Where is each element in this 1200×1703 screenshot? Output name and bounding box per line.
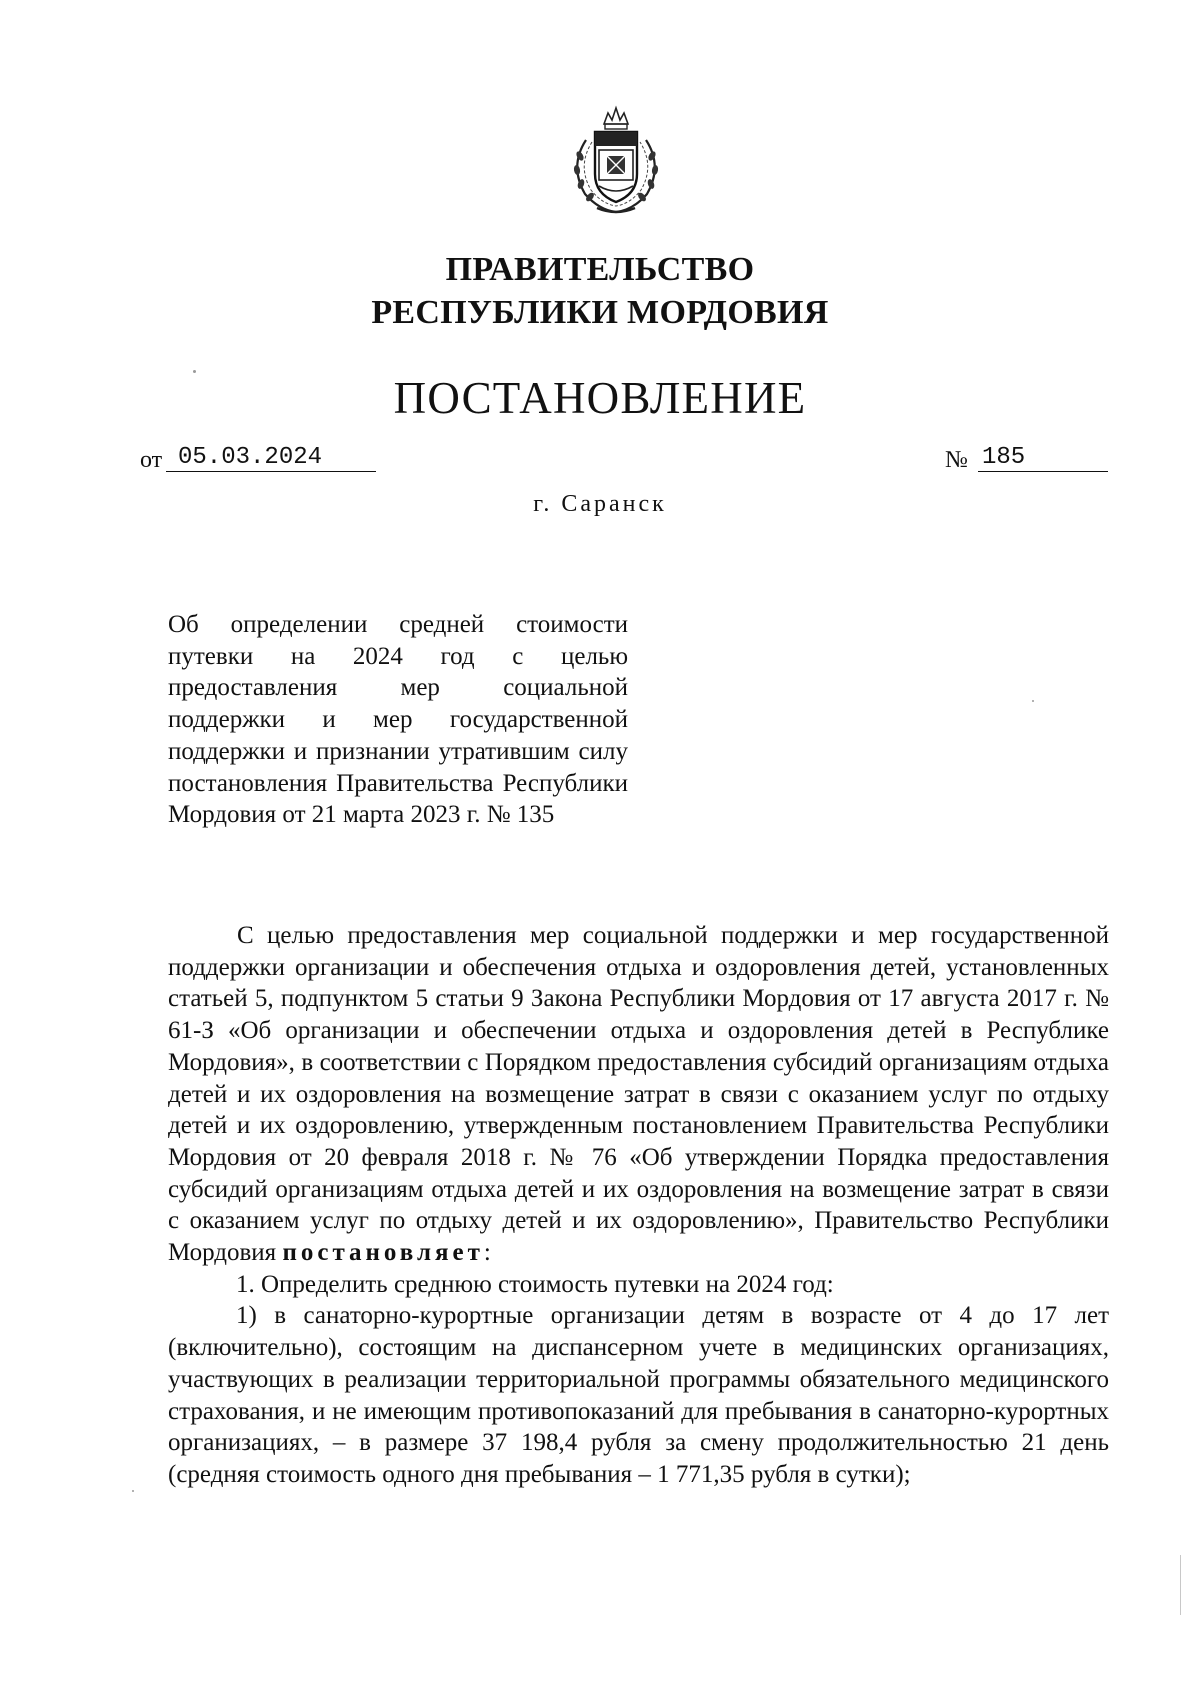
document-body: [168, 920, 1109, 1491]
number-underline: [978, 471, 1108, 472]
decree-word: постановляет: [282, 1239, 484, 1267]
clause-1: 1. Определить среднюю стоимость путевки на 2024 год:: [236, 1270, 834, 1298]
scan-speck: [193, 370, 196, 373]
coat-of-arms-icon: [563, 104, 669, 218]
organization-name-line2: РЕСПУБЛИКИ МОРДОВИЯ: [371, 294, 829, 331]
date-underline: [166, 471, 376, 472]
document-type: ПОСТАНОВЛЕНИЕ: [393, 373, 807, 423]
preamble-text: С целью предоставления мер социальной поддержки и мер государственной поддержки организации и обеспечения отдыха и оздоровления детей, установленных статьей 5, подпунктом 5 статьи 9 Закона Республики Мордовия от 17 августа 2017 г. № 61-З «Об организации и обеспечении отдыха и оздоровления детей в Республике Мордовия», в соответствии с Порядком предоставления субсидий организациям отдыха детей и их оздоровления на возмещение затрат в связи с оказанием услуг по отдыху детей и их оздоровлению, утвержденным постановлением Правительства Республики Мордовия от 20 февраля 2018 г. № 76 «Об утверждении Порядка предоставления субсидий организациям отдыха детей и их оздоровления на возмещение затрат в связи с оказанием услуг по отдыху детей и их оздоровлению», Правительство Республики Мордовия: [168, 922, 1109, 1267]
decree-colon: :: [483, 1239, 491, 1267]
preamble-paragraph: [168, 920, 1109, 1269]
number-label: №: [945, 447, 968, 473]
organization-name-line1: ПРАВИТЕЛЬСТВО: [445, 251, 755, 288]
scan-speck: [1180, 1555, 1181, 1615]
number-value: 185: [982, 444, 1026, 471]
clause-1-subitem-1: 1) в санаторно-курортные организации детям в возрасте от 4 до 17 лет (включительно), состоящим на диспансерном учете в медицинских организациях, участвующих в реализации территориальной программы обязательного медицинского страхования, и не имеющим противопоказаний для пребывания в санаторно-курортных организациях, – в размере 37 198,4 рубля за смену продолжительностью 21 день (средняя стоимость одного дня пребывания – 1 771,35 рубля в сутки);: [168, 1302, 1109, 1488]
number-field: [945, 438, 1110, 474]
date-label: от: [140, 447, 163, 473]
date-field: [140, 438, 380, 474]
date-value: 05.03.2024: [178, 444, 323, 471]
document-title: Об определении средней стоимости путевки на 2024 год с целью предоставления мер социальной поддержки и мер государственной поддержки и признании утратившим силу постановления Правительства Республики Мордовия от 21 марта 2023 г. № 135: [168, 611, 628, 829]
city-name: г. Саранск: [533, 491, 667, 517]
scan-speck: [132, 1490, 134, 1492]
scan-speck: [1032, 700, 1034, 702]
